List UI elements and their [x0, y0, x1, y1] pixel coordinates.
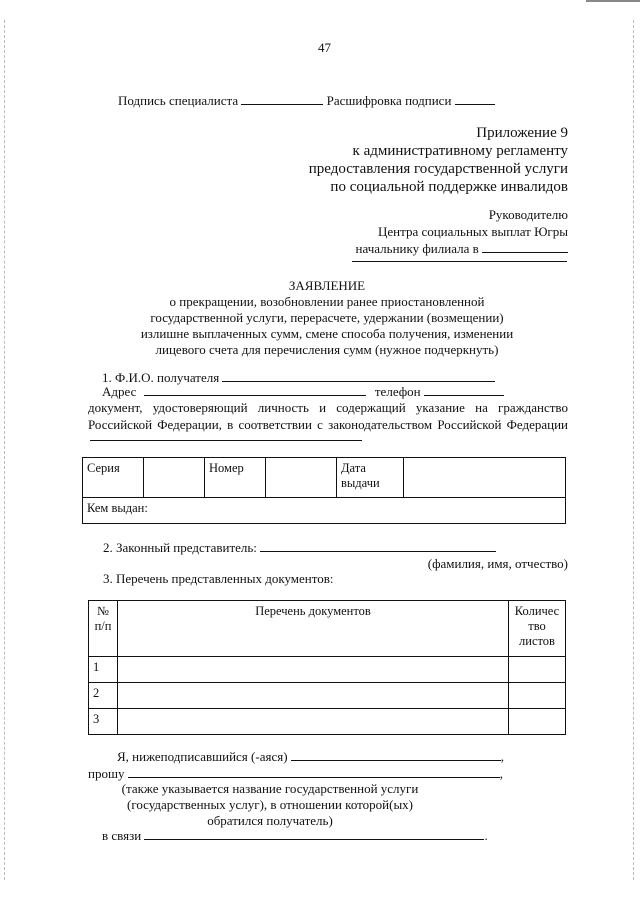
series-label: Серия [83, 458, 144, 498]
table-row [89, 709, 566, 735]
series-field[interactable] [144, 458, 205, 498]
number-field[interactable] [266, 458, 337, 498]
issue-date-label-line-2: выдачи [341, 476, 380, 490]
reason-label: в связи [102, 828, 142, 843]
left-scan-edge [4, 20, 5, 880]
appendix-line-4: по социальной поддержке инвалидов [330, 179, 568, 195]
signature-decode-label: Расшифровка подписи [326, 93, 452, 108]
id-document-table [82, 457, 566, 524]
addressee-line-1: Руководителю [488, 207, 568, 222]
id-document-line-2: Российской Федерации, в соответствии с законодательством Российской Федерации [88, 417, 568, 432]
request-row [88, 766, 503, 782]
signature-decode-field[interactable] [455, 93, 495, 105]
col-sheet-count-line-2: тво [528, 619, 546, 633]
request-label: прошу [88, 766, 125, 781]
phone-field[interactable] [424, 384, 504, 396]
sheet-count-cell[interactable] [509, 683, 566, 709]
issue-date-label [337, 458, 404, 498]
col-documents-header: Перечень документов [118, 601, 509, 657]
sheet-count-cell[interactable] [509, 709, 566, 735]
id-document-line-1: документ, удостоверяющий личность и содержащий указание на гражданство [88, 400, 568, 415]
reason-field[interactable] [144, 828, 484, 840]
col-sheet-count-header [509, 601, 566, 657]
representative-row [103, 540, 496, 556]
request-hint-line-3: обратился получатель) [207, 813, 333, 828]
fio-field[interactable] [222, 370, 495, 382]
issue-date-label-line-1: Дата [341, 461, 366, 475]
addressee-block [356, 206, 568, 257]
representative-label: 2. Законный представитель: [103, 540, 257, 555]
document-name-cell[interactable] [118, 657, 509, 683]
request-field[interactable] [128, 766, 500, 778]
document-name-cell[interactable] [118, 683, 509, 709]
phone-label: телефон [374, 384, 421, 399]
documents-list-label: 3. Перечень представленных документов: [103, 571, 334, 586]
documents-table [88, 600, 566, 735]
issued-by-row[interactable] [83, 498, 566, 524]
address-row [102, 384, 504, 400]
undersigned-field[interactable] [291, 749, 501, 761]
id-document-field[interactable] [90, 440, 362, 441]
request-hint-line-1: (также указывается название государственной услуги [121, 781, 419, 796]
top-right-scan-mark [586, 0, 640, 8]
request-comma: , [499, 766, 503, 781]
col-number-header-line-2: п/п [94, 619, 112, 633]
id-document-text [88, 399, 568, 433]
document-name-cell[interactable] [118, 709, 509, 735]
specialist-signature-field[interactable] [241, 93, 323, 105]
specialist-signature-label: Подпись специалиста [118, 93, 239, 108]
col-sheet-count-line-3: листов [519, 634, 555, 648]
representative-field[interactable] [260, 540, 496, 552]
appendix-line-3: предоставления государственной услуги [308, 161, 568, 177]
address-field[interactable] [144, 384, 366, 396]
appendix-block [309, 124, 568, 196]
sheet-count-cell[interactable] [509, 657, 566, 683]
row-number: 3 [89, 709, 118, 735]
addressee-branch-row [356, 240, 568, 257]
col-sheet-count-line-1: Количес [514, 604, 560, 618]
issue-date-field[interactable] [404, 458, 566, 498]
title-line-3: излишне выплаченных сумм, смене способа получения, изменении [140, 326, 514, 341]
addressee-line-2: Центра социальных выплат Югры [377, 224, 568, 239]
undersigned-label: Я, нижеподписавшийся (-аяся) [117, 749, 288, 764]
branch-field[interactable] [482, 241, 568, 253]
specialist-signature-row [118, 93, 495, 109]
request-hint-line-2: (государственных услуг), в отношении которой(ых) [126, 797, 414, 812]
undersigned-comma: , [500, 749, 505, 764]
document-title: ЗАЯВЛЕНИЕ [288, 278, 366, 293]
page-number: 47 [318, 40, 331, 55]
representative-hint: (фамилия, имя, отчество) [427, 556, 568, 571]
number-label: Номер [205, 458, 266, 498]
issued-by-label: Кем выдан: [87, 501, 148, 515]
title-block [0, 278, 640, 358]
table-row [89, 657, 566, 683]
row-number: 2 [89, 683, 118, 709]
table-row [89, 683, 566, 709]
col-number-header [89, 601, 118, 657]
title-line-2: государственной услуги, перерасчете, удержании (возмещении) [150, 310, 504, 325]
col-number-header-line-1: № [97, 604, 109, 618]
fio-label: 1. Ф.И.О. получателя [102, 370, 220, 385]
title-line-1: о прекращении, возобновлении ранее приостановленной [169, 294, 485, 309]
right-scan-edge [633, 20, 634, 880]
reason-period: . [484, 828, 488, 843]
request-hint [70, 781, 470, 829]
addressee-line-3: начальнику филиала в [355, 241, 479, 256]
undersigned-row [117, 749, 504, 765]
appendix-line-2: к административному регламенту [352, 143, 568, 159]
reason-row [102, 828, 488, 844]
appendix-line-1: Приложение 9 [476, 125, 568, 141]
addressee-name-field[interactable] [352, 261, 567, 262]
row-number: 1 [89, 657, 118, 683]
title-line-4: лицевого счета для перечисления сумм (нужное подчеркнуть) [155, 342, 499, 357]
address-label: Адрес [102, 384, 137, 399]
